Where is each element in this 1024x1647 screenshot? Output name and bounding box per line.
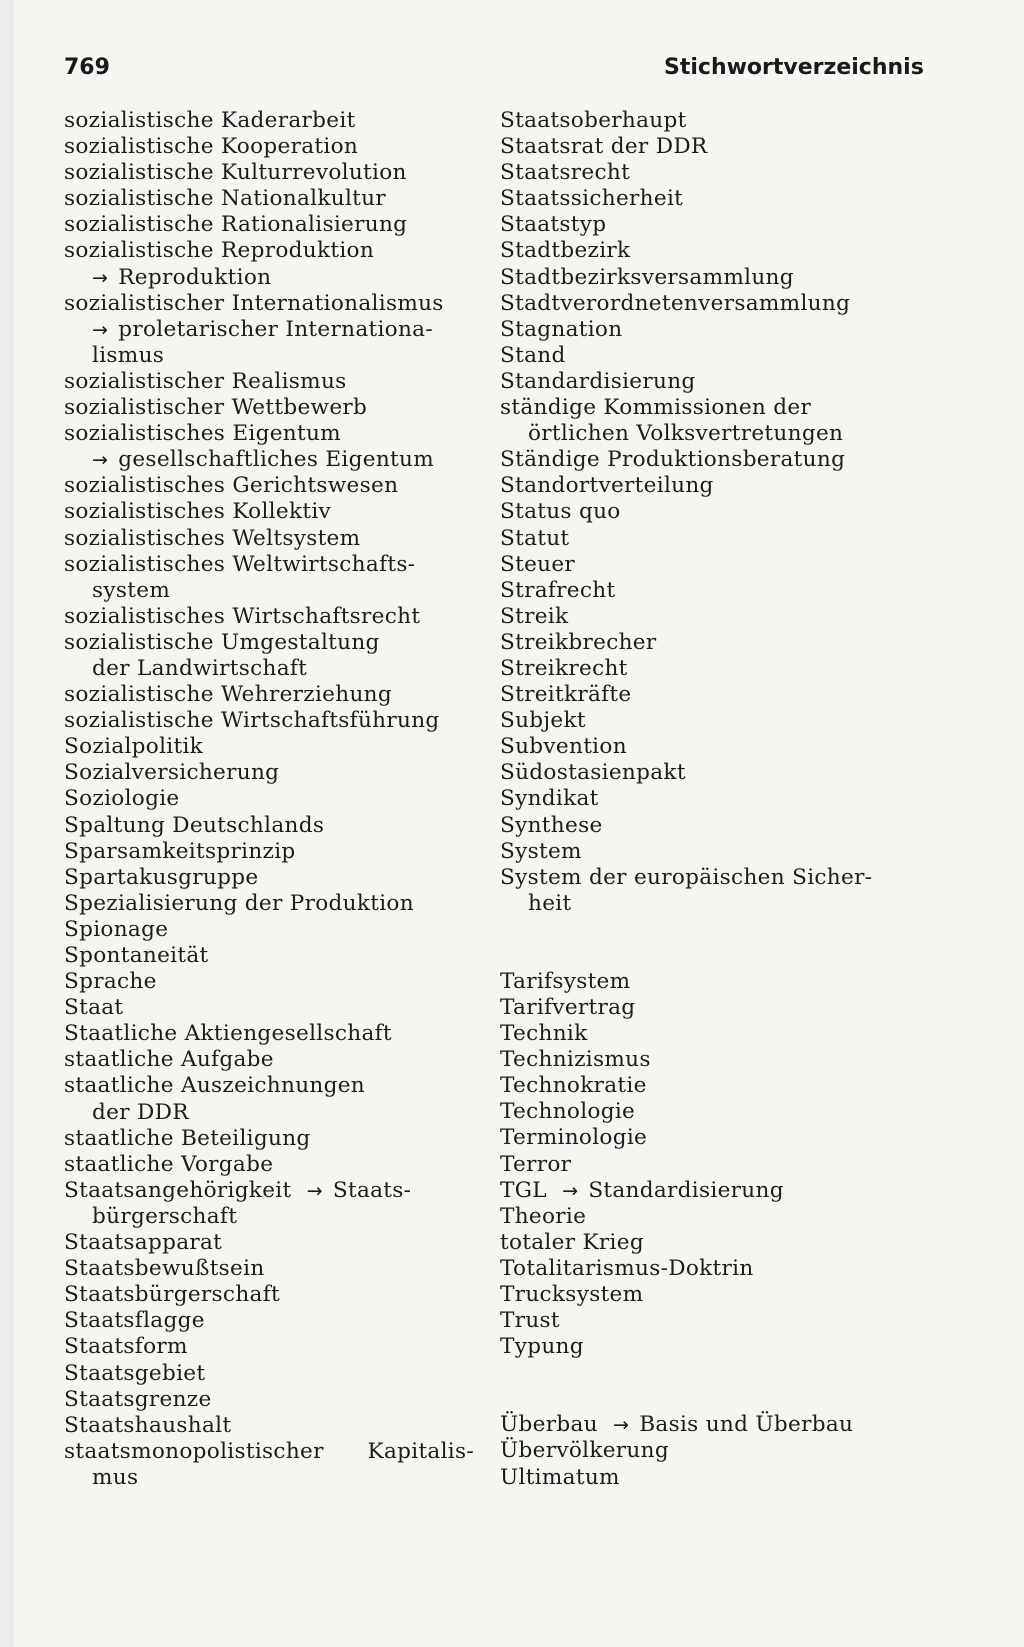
index-entry: Statut — [500, 525, 570, 551]
index-entry: Synthese — [500, 812, 603, 838]
index-entry: Spaltung Deutschlands — [64, 812, 325, 838]
index-entry: Ultimatum — [500, 1464, 620, 1490]
cross-reference-target: gesellschaftliches Eigentum — [118, 447, 435, 473]
page-number: 769 — [64, 55, 110, 80]
index-entry: Spionage — [64, 916, 169, 942]
index-entry: sozialistische Wirtschaftsführung — [64, 708, 440, 734]
index-entry: Spartakusgruppe — [64, 864, 259, 890]
cross-reference — [64, 265, 474, 291]
index-entry: Typung — [500, 1334, 584, 1360]
index-entry: Sparsamkeitsprinzip — [64, 838, 296, 864]
index-entry: Spezialisierung der Produktion — [64, 890, 414, 916]
index-entry: Spontaneität — [64, 943, 209, 968]
index-entry: Staatsoberhaupt — [500, 108, 687, 133]
index-entry: Streikrecht — [500, 655, 628, 681]
arrow-right-icon: → — [306, 1179, 323, 1202]
index-entry-continuation: lismus — [92, 342, 165, 368]
index-entry: Steuer — [500, 551, 576, 577]
cross-reference-target: Standardisierung — [588, 1177, 784, 1203]
index-entry: Staatsrecht — [500, 160, 631, 186]
index-entry: Technokratie — [500, 1073, 647, 1099]
index-entry: sozialistisches Weltwirtschafts- — [64, 551, 416, 577]
index-entry-continuation: der DDR — [92, 1099, 189, 1125]
index-entry: Syndikat — [500, 786, 599, 812]
index-entry: Stadtverordnetenversammlung — [500, 290, 851, 316]
index-entry-continuation: system — [92, 577, 171, 603]
index-entry: ständige Kommissionen der — [500, 395, 812, 421]
index-entry-with-reference — [64, 1178, 474, 1204]
index-entry: Staatsrat der DDR — [500, 134, 708, 160]
index-entry: Totalitarismus-Doktrin — [500, 1255, 754, 1281]
index-entry: Tarifvertrag — [500, 995, 636, 1020]
index-entry-with-reference — [500, 1178, 910, 1204]
index-column-right — [500, 108, 910, 1491]
index-entry-continuation: mus — [92, 1464, 139, 1490]
index-entry: Terminologie — [500, 1125, 648, 1151]
index-entry: sozialistisches Weltsystem — [64, 525, 361, 551]
index-entry: Streikbrecher — [500, 629, 657, 655]
index-entry: Sprache — [64, 969, 157, 995]
index-entry: Ständige Produktionsberatung — [500, 447, 846, 473]
index-entry: Staat — [64, 995, 124, 1021]
index-entry: Standortverteilung — [500, 473, 714, 499]
index-entry: sozialistische Nationalkultur — [64, 186, 386, 212]
index-entry: staatliche Vorgabe — [64, 1151, 274, 1177]
index-entry: Technizismus — [500, 1047, 651, 1073]
index-entry-part: staatsmonopolistischer — [64, 1438, 324, 1464]
index-entry: sozialistische Wehrerziehung — [64, 682, 392, 708]
index-entry: sozialistische Umgestaltung — [64, 629, 380, 655]
index-entry: Standardisierung — [500, 368, 696, 394]
index-entry: sozialistische Kooperation — [64, 134, 359, 160]
index-entry: Staatssicherheit — [500, 186, 684, 212]
letter-group-gap — [500, 1360, 910, 1412]
cross-reference — [64, 447, 474, 473]
cross-reference-target: proletarischer Internationa- — [118, 316, 433, 342]
index-entry: sozialistische Kulturrevolution — [64, 160, 407, 186]
index-entry: Staatsgebiet — [64, 1360, 206, 1386]
index-entry: Terror — [500, 1151, 572, 1177]
index-entry: staatliche Aufgabe — [64, 1047, 274, 1073]
index-entry: Trucksystem — [500, 1282, 644, 1308]
index-entry-with-reference — [500, 1412, 910, 1438]
cross-reference — [64, 317, 474, 343]
index-entry: staatliche Beteiligung — [64, 1125, 311, 1151]
index-entry: sozialistisches Eigentum — [64, 421, 341, 447]
index-entry-term: Überbau — [500, 1412, 598, 1438]
index-entry: Technik — [500, 1021, 588, 1047]
index-entry: Sozialpolitik — [64, 734, 204, 760]
index-entry: Südostasienpakt — [500, 760, 686, 786]
index-entry: Status quo — [500, 499, 621, 525]
cross-reference-target: Staats- — [332, 1177, 412, 1203]
index-entry: Staatliche Aktiengesellschaft — [64, 1021, 392, 1047]
index-entry: Staatsbürgerschaft — [64, 1282, 280, 1308]
index-entry: Staatstyp — [500, 212, 607, 238]
arrow-right-icon: → — [613, 1414, 630, 1437]
index-entry: Staatsapparat — [64, 1230, 223, 1256]
arrow-right-icon: → — [92, 318, 109, 341]
index-entry: System der europäischen Sicher- — [500, 864, 873, 890]
index-entry: Tarifsystem — [500, 968, 631, 994]
index-entry: Technologie — [500, 1099, 636, 1125]
arrow-right-icon: → — [92, 449, 109, 472]
index-entry-part: Kapitalis- — [367, 1438, 474, 1464]
index-entry: Stagnation — [500, 316, 623, 342]
index-entry: Staatsgrenze — [64, 1386, 212, 1412]
index-entry: sozialistische Rationalisierung — [64, 212, 408, 238]
index-entry: Theorie — [500, 1203, 587, 1229]
index-entry: Streik — [500, 603, 569, 629]
index-entry: Trust — [500, 1308, 560, 1334]
index-entry-justified — [64, 1439, 474, 1465]
index-entry-term: Staatsangehörigkeit — [64, 1177, 292, 1203]
cross-reference-target: Reproduktion — [118, 264, 272, 290]
running-head: Stichwortverzeichnis — [664, 55, 924, 80]
index-entry: Strafrecht — [500, 577, 616, 603]
index-entry-term: TGL — [500, 1177, 547, 1203]
cross-reference-target: Basis und Überbau — [639, 1412, 854, 1438]
index-entry-continuation: örtlichen Volksvertretungen — [528, 421, 844, 447]
index-entry: staatliche Auszeichnungen — [64, 1073, 366, 1099]
index-entry: sozialistischer Realismus — [64, 368, 347, 394]
index-column-left — [64, 108, 474, 1491]
index-entry: Streitkräfte — [500, 682, 632, 708]
index-entry-continuation: bürgerschaft — [92, 1203, 238, 1229]
index-entry: sozialistische Reproduktion — [64, 238, 375, 264]
index-entry: Staatshaushalt — [64, 1412, 232, 1438]
index-entry: Sozialversicherung — [64, 760, 280, 786]
index-entry: sozialistisches Wirtschaftsrecht — [64, 603, 421, 629]
letter-group-gap — [500, 917, 910, 969]
index-entry: Staatsflagge — [64, 1308, 205, 1334]
index-entry: Soziologie — [64, 786, 180, 812]
index-entry: sozialistischer Wettbewerb — [64, 395, 368, 421]
index-entry: System — [500, 838, 582, 864]
index-entry: sozialistisches Gerichtswesen — [64, 473, 399, 499]
index-entry: sozialistische Kaderarbeit — [64, 108, 356, 133]
arrow-right-icon: → — [92, 266, 109, 289]
index-entry: Subvention — [500, 734, 627, 760]
index-entry: totaler Krieg — [500, 1229, 644, 1255]
index-entry: Übervölkerung — [500, 1438, 669, 1464]
index-entry: sozialistisches Kollektiv — [64, 499, 332, 525]
index-entry: Staatsbewußtsein — [64, 1256, 265, 1282]
index-entry: Stand — [500, 342, 566, 368]
index-entry: sozialistischer Internationalismus — [64, 290, 444, 316]
index-entry: Subjekt — [500, 708, 586, 734]
index-entry: Staatsform — [64, 1334, 188, 1360]
arrow-right-icon: → — [562, 1179, 579, 1202]
index-entry: Stadtbezirk — [500, 238, 631, 264]
index-entry: Stadtbezirksversammlung — [500, 264, 794, 290]
index-entry-continuation: heit — [528, 890, 572, 916]
index-entry-continuation: der Landwirtschaft — [92, 655, 308, 681]
